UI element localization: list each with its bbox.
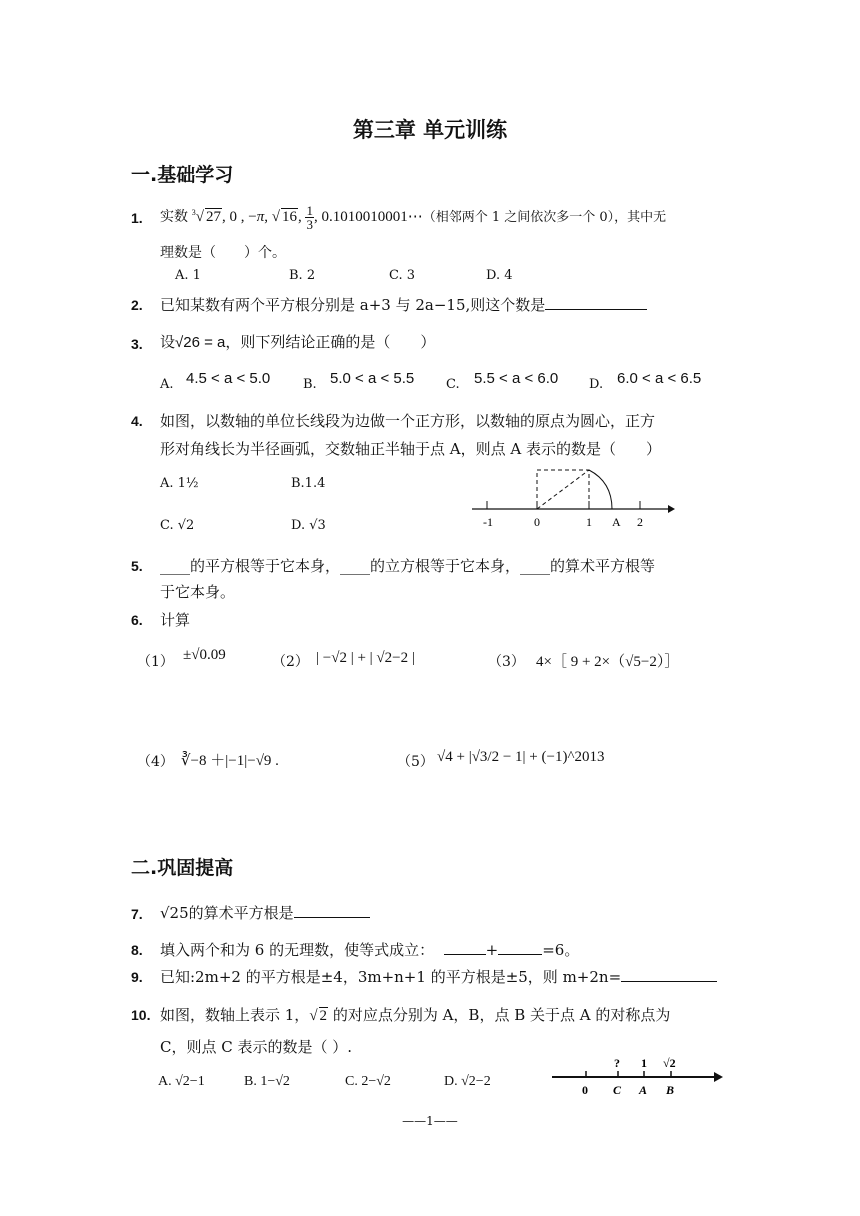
q6-part3-label: （3）: [488, 654, 525, 670]
axis-label: 1: [641, 1056, 647, 1070]
q6-part2-label: （2）: [272, 654, 309, 670]
axis-label: B: [666, 1083, 675, 1097]
q3-option-b-label: B.: [303, 377, 317, 392]
section-heading-basic: 一.基础学习: [131, 164, 234, 186]
question-6-text: 计算: [160, 611, 191, 629]
question-10-line2: C，则点 C 表示的数是（ ）.: [160, 1038, 353, 1056]
q6-part5-label: （5）: [397, 754, 434, 770]
number-line-figure-q10: [550, 1052, 725, 1100]
q3-option-a-value: 4.5 < a < 5.0: [186, 370, 271, 387]
axis-label: ?: [614, 1056, 620, 1070]
q3-option-a-label: A.: [160, 377, 174, 392]
q4-option-c: C. √2: [160, 518, 195, 533]
q6-part2-expr: | −√2 | + | √2−2 |: [316, 650, 415, 666]
q3-option-c-value: 5.5 < a < 6.0: [474, 370, 559, 387]
page-footer: ——1——: [402, 1114, 458, 1128]
question-1-line2: 理数是（ ）个。: [160, 245, 286, 261]
answer-blank: [621, 967, 717, 982]
q1-option-d: D. 4: [486, 268, 513, 283]
question-number: 8.: [131, 942, 143, 958]
question-10-line1: 如图，数轴上表示 1，√ 2 的对应点分别为 A，B，点 B 关于点 A 的对称点为: [160, 1006, 671, 1024]
q6-part4-label: （4）: [137, 754, 174, 770]
q10-option-b: B. 1−√2: [244, 1074, 290, 1089]
question-number: 4.: [131, 413, 143, 429]
q10-option-c: C. 2−√2: [345, 1074, 391, 1089]
question-8-text: 填入两个和为 6 的无理数，使等式成立： + =6。: [160, 941, 580, 959]
q3-option-b-value: 5.0 < a < 5.5: [330, 370, 415, 387]
question-number: 7.: [131, 906, 143, 922]
fraction-one-third: $\frac{1}{3}$: [306, 203, 313, 232]
question-number: 10.: [131, 1007, 151, 1023]
q1-option-c: C. 3: [389, 268, 416, 283]
axis-label: 1: [586, 515, 592, 529]
q4-option-d: D. √3: [291, 518, 326, 533]
q1-number-list: $^3$√ 27, 0 , −π, √ 16, $\frac{1}{3}$ , 0.1010010001⋯: [191, 203, 423, 232]
q10-option-d: D. √2−2: [444, 1074, 491, 1089]
axis-label: √2: [663, 1056, 676, 1070]
answer-blank: [294, 903, 370, 918]
question-5-line1: ____的平方根等于它本身，____的立方根等于它本身，____的算术平方根等: [160, 557, 656, 575]
q3-option-d-label: D.: [589, 377, 604, 392]
question-7-text: √25的算术平方根是: [160, 902, 370, 923]
q3-option-d-value: 6.0 < a < 6.5: [617, 370, 702, 387]
axis-label: 2: [637, 515, 643, 529]
axis-label: 0: [534, 515, 540, 529]
axis-label: 0: [582, 1083, 588, 1097]
answer-blank: [444, 940, 486, 955]
q6-part1-expr: ±√0.09: [183, 647, 226, 663]
q6-part4-expr: ∛−8 ＋|−1|−√9 .: [181, 753, 279, 769]
axis-label: A: [639, 1083, 648, 1097]
section-heading-consolidate: 二.巩固提高: [131, 857, 234, 879]
question-3-text: 设√26 = a，则下列结论正确的是（ ）: [160, 333, 436, 351]
q1-option-b: B. 2: [289, 268, 316, 283]
q4-option-a: A. 1½: [160, 476, 199, 491]
question-number: 3.: [131, 336, 143, 352]
number-line-figure-q4: [470, 462, 675, 532]
answer-blank: [498, 940, 542, 955]
question-number: 9.: [131, 969, 143, 985]
question-number: 6.: [131, 612, 143, 628]
question-9-text: 已知:2m+2 的平方根是±4，3m+n+1 的平方根是±5，则 m+2n=: [160, 966, 717, 987]
q3-option-c-label: C.: [446, 377, 460, 392]
q6-part1-label: （1）: [137, 654, 174, 670]
axis-label: -1: [483, 515, 493, 529]
axis-label: C: [613, 1083, 622, 1097]
axis-label: A: [612, 515, 621, 529]
question-5-line2: 于它本身。: [160, 583, 236, 601]
question-1-line1: 实数 $^3$√ 27, 0 , −π, √ 16, $\frac{1}{3}$ , 0.1010010001⋯（相邻两个 1 之间依次多一个 0），其中无: [160, 203, 667, 232]
question-number: 2.: [131, 297, 143, 313]
question-4-line2: 形对角线长为半径画弧，交数轴正半轴于点 A，则点 A 表示的数是（ ）: [160, 440, 661, 458]
q10-option-a: A. √2−1: [158, 1074, 205, 1089]
question-2-text: 已知某数有两个平方根分别是 a+3 与 2a−15,则这个数是: [160, 294, 647, 315]
page-title: 第三章 单元训练: [352, 118, 508, 142]
q1-option-a: A. 1: [175, 268, 201, 283]
q6-part3-expr: 4×［ 9 + 2×（√5−2）］: [536, 654, 680, 670]
question-number: 5.: [131, 558, 143, 574]
q6-part5-expr: √4 + |√3/2 − 1| + (−1)^2013: [437, 749, 605, 765]
question-number: 1.: [131, 210, 143, 226]
question-4-line1: 如图，以数轴的单位长线段为边做一个正方形，以数轴的原点为圆心，正方: [160, 412, 656, 430]
q4-option-b: B.1.4: [291, 476, 326, 491]
answer-blank: [545, 295, 647, 310]
